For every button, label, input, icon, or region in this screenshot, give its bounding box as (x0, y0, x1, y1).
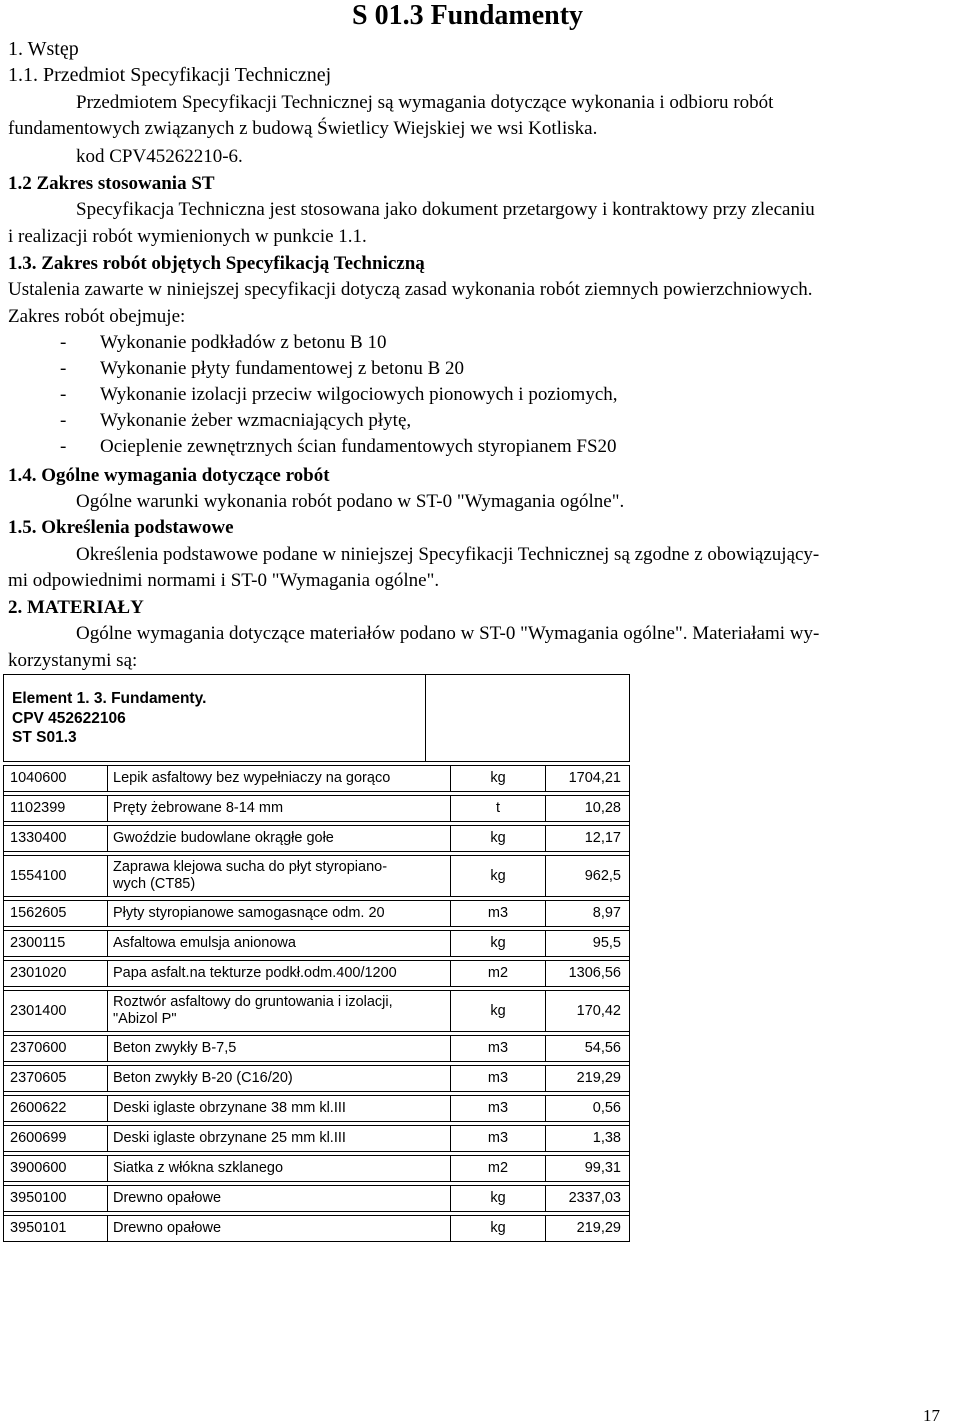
material-quantity: 99,31 (546, 1156, 630, 1182)
material-name: Deski iglaste obrzynane 25 mm kl.III (108, 1126, 451, 1152)
section-1-3-title: Zakres robót objętych Specyfikacją Techniczną (36, 253, 425, 274)
section-1-1-line-2: fundamentowych związanych z budową Świetlicy Wiejskiej we wsi Kotliska. (8, 118, 598, 139)
material-unit: kg (451, 766, 546, 792)
table-row (4, 856, 630, 897)
page-number: 17 (923, 1406, 940, 1425)
table-row (4, 1156, 630, 1182)
material-name: Drewno opałowe (108, 1186, 451, 1212)
material-name: Pręty żebrowane 8-14 mm (108, 796, 451, 822)
table-row (4, 1216, 630, 1242)
material-quantity: 962,5 (546, 856, 630, 897)
material-unit: t (451, 796, 546, 822)
section-1-1-heading: 1.1. Przedmiot Specyfikacji Technicznej (8, 64, 332, 86)
section-1-1-line-3: kod CPV45262210-6. (76, 146, 243, 167)
material-unit: kg (451, 1186, 546, 1212)
material-name: Deski iglaste obrzynane 38 mm kl.III (108, 1096, 451, 1122)
material-quantity: 10,28 (546, 796, 630, 822)
table-row (4, 1096, 630, 1122)
table-row (4, 1186, 630, 1212)
element-st: ST S01.3 (12, 729, 77, 746)
section-1-5-heading (8, 517, 234, 539)
section-1-3-number: 1.3. (8, 253, 37, 274)
element-cpv: CPV 452622106 (12, 709, 126, 727)
material-unit: kg (451, 856, 546, 897)
document-title: S 01.3 Fundamenty (352, 0, 584, 31)
scope-item: - Wykonanie izolacji przeciw wilgociowych pionowych i poziomych, (60, 384, 618, 405)
material-quantity: 95,5 (546, 931, 630, 957)
section-1-5-line-2: mi odpowiednimi normami i ST-0 "Wymagania ogólne". (8, 570, 440, 591)
section-1-2-number: 1. (8, 173, 23, 194)
material-unit: kg (451, 826, 546, 852)
material-code: 3950101 (4, 1216, 108, 1242)
material-quantity: 12,17 (546, 826, 630, 852)
material-code: 1330400 (4, 826, 108, 852)
material-code: 1040600 (4, 766, 108, 792)
section-1-4-title: Ogólne wymagania dotyczące robót (36, 465, 330, 486)
scope-item: - Wykonanie podkładów z betonu B 10 (60, 332, 387, 353)
material-code: 1102399 (4, 796, 108, 822)
section-2-line-1: Ogólne wymagania dotyczące materiałów podano w ST-0 "Wymagania ogólne". Materiałami wy- (76, 623, 820, 644)
material-quantity: 1,38 (546, 1126, 630, 1152)
material-name: Drewno opałowe (108, 1216, 451, 1242)
scope-item: - Wykonanie żeber wzmacniających płytę, (60, 410, 412, 431)
material-quantity: 170,42 (546, 991, 630, 1032)
section-1-1-line-1: Przedmiotem Specyfikacji Technicznej są wymagania dotyczące wykonania i odbioru robót (76, 92, 774, 113)
material-unit: m2 (451, 961, 546, 987)
material-unit: m3 (451, 901, 546, 927)
material-name: Płyty styropianowe samogasnące odm. 20 (108, 901, 451, 927)
material-unit: m2 (451, 1156, 546, 1182)
material-name: Asfaltowa emulsja anionowa (108, 931, 451, 957)
table-row (4, 1126, 630, 1152)
material-name: Beton zwykły B-7,5 (108, 1036, 451, 1062)
element-label (12, 689, 206, 748)
material-name-line-2: wych (CT85) (113, 876, 196, 892)
material-code: 2370605 (4, 1066, 108, 1092)
section-1-2-line-1: Specyfikacja Techniczna jest stosowana jako dokument przetargowy i kontraktowy przy zlecaniu (76, 199, 815, 220)
table-row (4, 796, 630, 822)
material-quantity: 219,29 (546, 1066, 630, 1092)
materials-table (3, 765, 630, 1242)
section-1-4-line-1: Ogólne warunki wykonania robót podano w ST-0 "Wymagania ogólne". (76, 491, 625, 512)
table-row (4, 1066, 630, 1092)
material-quantity: 2337,03 (546, 1186, 630, 1212)
material-code: 3900600 (4, 1156, 108, 1182)
material-name-line-1: Roztwór asfaltowy do gruntowania i izolacji, (113, 994, 393, 1010)
table-row (4, 991, 630, 1032)
material-name: Papa asfalt.na tekturze podkł.odm.400/1200 (108, 961, 451, 987)
material-quantity: 219,29 (546, 1216, 630, 1242)
section-1-5-title: Określenia podstawowe (36, 517, 234, 538)
material-quantity: 8,97 (546, 901, 630, 927)
section-1-3-heading (8, 253, 425, 275)
table-row (4, 931, 630, 957)
table-row (4, 826, 630, 852)
scope-item: - Wykonanie płyty fundamentowej z betonu B 20 (60, 358, 464, 379)
table-row (4, 901, 630, 927)
material-quantity: 1704,21 (546, 766, 630, 792)
section-2-title: MATERIAŁY (22, 597, 144, 618)
material-unit: m3 (451, 1096, 546, 1122)
section-2-line-2: korzystanymi są: (8, 650, 138, 671)
material-name: Gwoździe budowlane okrągłe gołe (108, 826, 451, 852)
element-name: Element 1. 3. Fundamenty. (12, 690, 207, 707)
material-quantity: 54,56 (546, 1036, 630, 1062)
material-code: 2300115 (4, 931, 108, 957)
table-row (4, 1036, 630, 1062)
section-2-heading (8, 597, 144, 619)
material-name: Lepik asfaltowy bez wypełniaczy na gorąco (108, 766, 451, 792)
section-2-number: 2. (8, 597, 23, 618)
section-1-5-line-1: Określenia podstawowe podane w niniejszej Specyfikacji Technicznej są zgodne z obowiązujący- (76, 544, 820, 565)
material-code: 2600699 (4, 1126, 108, 1152)
section-1-2-title: 2 Zakres stosowania ST (22, 173, 215, 194)
material-name-line-2: "Abizol P" (113, 1011, 177, 1027)
material-unit: kg (451, 991, 546, 1032)
material-name (108, 991, 451, 1032)
material-unit: kg (451, 1216, 546, 1242)
section-1-2-heading (8, 173, 215, 195)
section-1-4-heading (8, 465, 330, 487)
material-unit: m3 (451, 1036, 546, 1062)
material-code: 2301020 (4, 961, 108, 987)
section-1-3-line-1: Ustalenia zawarte w niniejszej specyfikacji dotyczą zasad wykonania robót ziemnych powierzchniowych. (8, 279, 813, 300)
section-1-2-line-2: i realizacji robót wymienionych w punkcie 1.1. (8, 226, 367, 247)
material-code: 3950100 (4, 1186, 108, 1212)
material-code: 2301400 (4, 991, 108, 1032)
section-1-4-number: 1.4. (8, 465, 37, 486)
table-row (4, 961, 630, 987)
material-name: Beton zwykły B-20 (C16/20) (108, 1066, 451, 1092)
section-1-5-number: 1.5. (8, 517, 37, 538)
material-code: 2370600 (4, 1036, 108, 1062)
material-unit: kg (451, 931, 546, 957)
material-code: 1554100 (4, 856, 108, 897)
section-1-heading: 1. Wstęp (8, 38, 79, 60)
material-name (108, 856, 451, 897)
material-quantity: 0,56 (546, 1096, 630, 1122)
material-quantity: 1306,56 (546, 961, 630, 987)
scope-item: - Ocieplenie zewnętrznych ścian fundamentowych styropianem FS20 (60, 436, 617, 457)
material-unit: m3 (451, 1126, 546, 1152)
section-1-3-line-2: Zakres robót obejmuje: (8, 306, 186, 327)
material-code: 1562605 (4, 901, 108, 927)
element-header-box (3, 674, 630, 762)
table-row (4, 766, 630, 792)
material-code: 2600622 (4, 1096, 108, 1122)
material-unit: m3 (451, 1066, 546, 1092)
material-name-line-1: Zaprawa klejowa sucha do płyt styropiano- (113, 859, 388, 875)
element-header-divider (425, 675, 426, 761)
material-name: Siatka z włókna szklanego (108, 1156, 451, 1182)
